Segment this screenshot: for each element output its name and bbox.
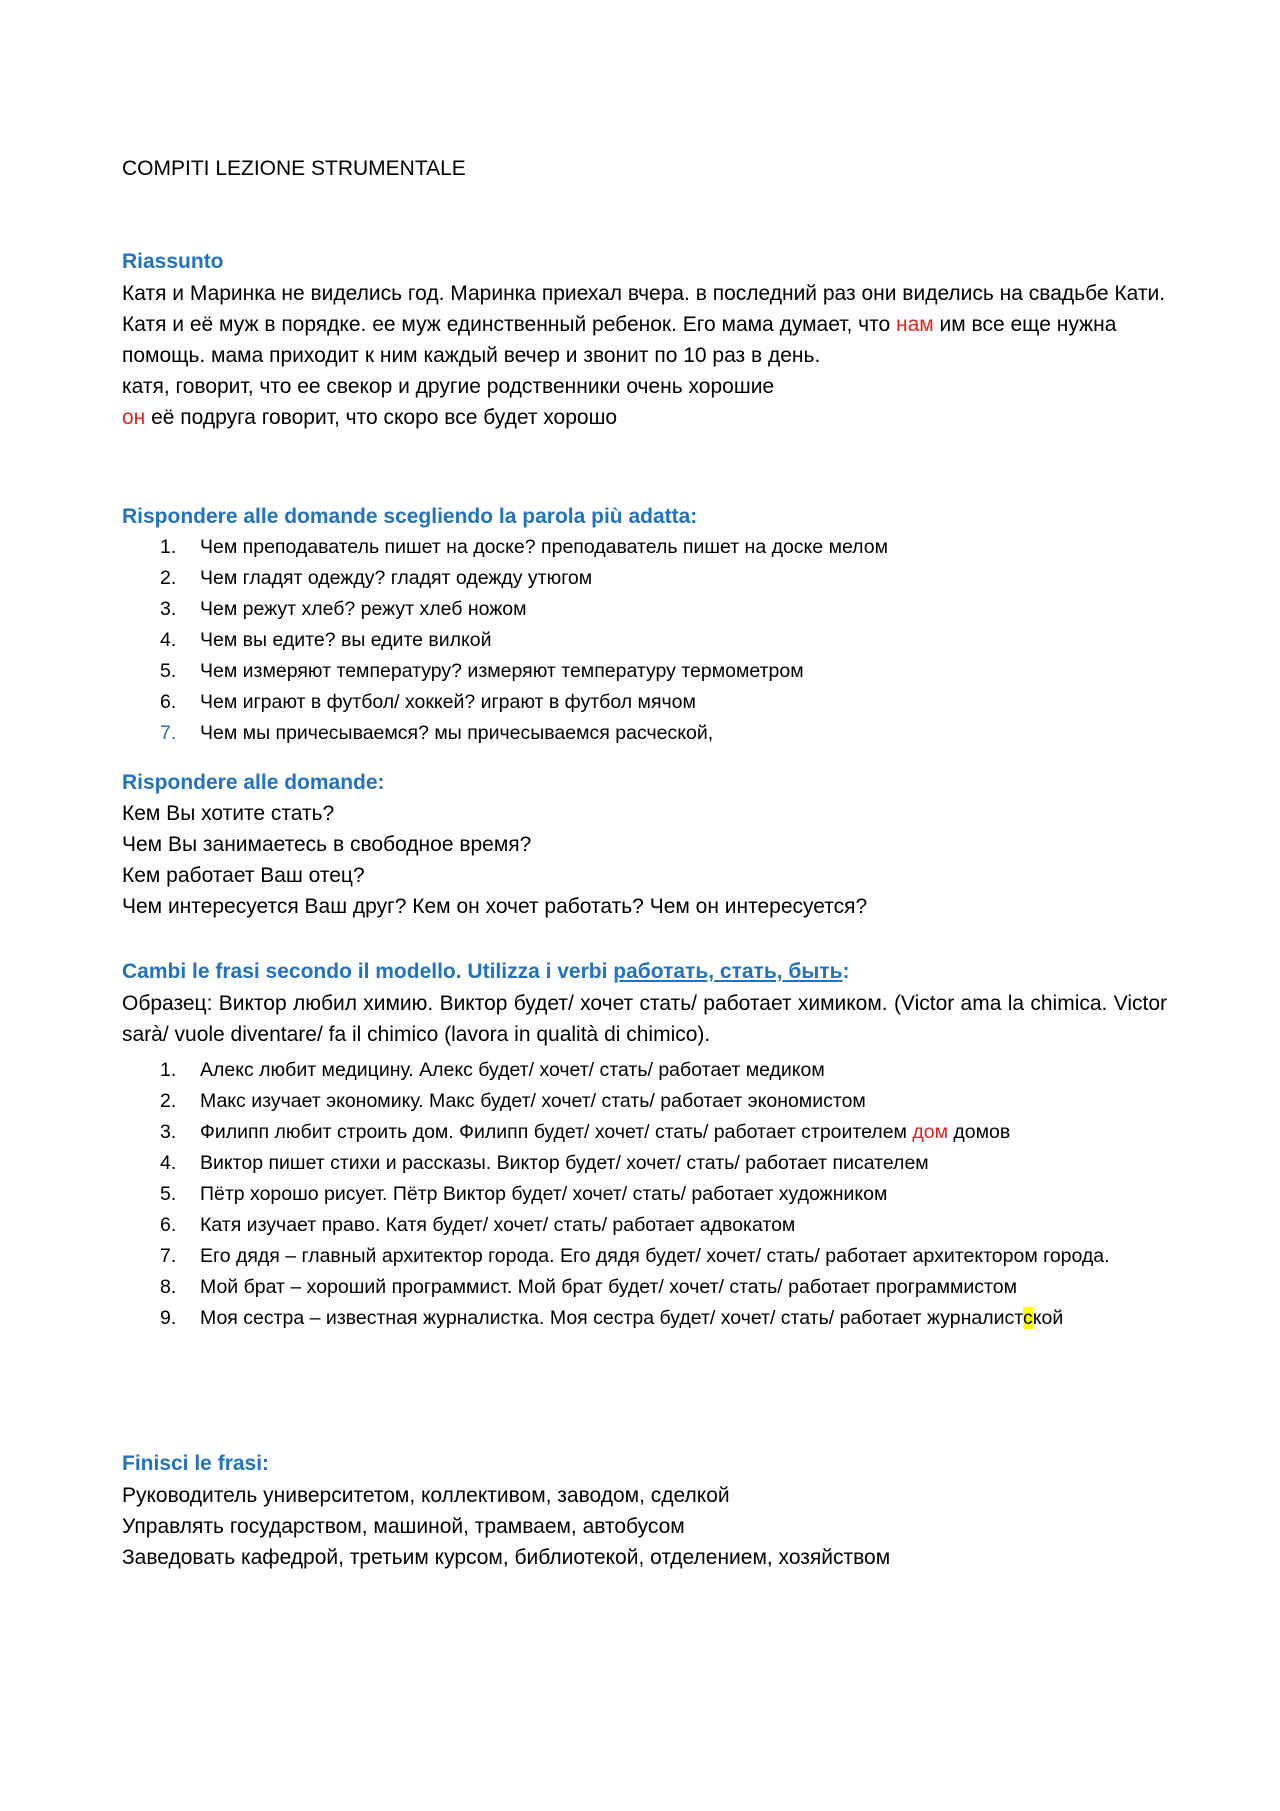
question-line: Кем работает Ваш отец? xyxy=(122,864,365,887)
section1-heading: Rispondere alle domande scegliendo la parola più adatta: xyxy=(122,505,698,528)
riassunto-line-3: катя, говорит, что ее свекор и другие родственники очень хорошие xyxy=(122,375,775,398)
list-item: 4. Чем вы едите? вы едите вилкой xyxy=(160,629,492,651)
list-item: 5. Чем измеряют температуру? измеряют температуру термометром xyxy=(160,660,804,682)
section3-example: Образец: Виктор любил химию. Виктор будет/ хочет стать/ работает химиком. (Victor ama la chimica. Victor sarà/ vuole diventare/ fa il chimico (lavora in qualità di chimico). xyxy=(122,992,1167,1046)
sentence-line: Управлять государством, машиной, трамваем, автобусом xyxy=(122,1515,685,1538)
list-item: 3. Филипп любит строить дом. Филипп будет/ хочет/ стать/ работает строителем дом домов xyxy=(160,1121,1011,1143)
question-line: Кем Вы хотите стать? xyxy=(122,802,335,825)
riassunto-line-4: он её подруга говорит, что скоро все будет хорошо xyxy=(122,406,618,429)
section1-list xyxy=(122,532,1167,749)
section4-heading: Finisci le frasi: xyxy=(122,1452,270,1475)
question-line: Чем Вы занимаетесь в свободное время? xyxy=(122,833,532,856)
document-title: COMPITI LEZIONE STRUMENTALE xyxy=(122,157,466,180)
list-item: 5. Пётр хорошо рисует. Пётр Виктор будет/ хочет/ стать/ работает художником xyxy=(160,1183,888,1205)
sentence-line: Руководитель университетом, коллективом, заводом, сделкой xyxy=(122,1484,730,1507)
riassunto-line-1: Катя и Маринка не виделись год. Маринка приехал вчера. в последний раз они виделись на свадьбе Кати. xyxy=(122,282,1166,305)
question-line: Чем интересуется Ваш друг? Кем он хочет работать? Чем он интересуется? xyxy=(122,895,868,918)
section3-heading: Cambi le frasi secondo il modello. Utilizza i verbi работать, стать, быть: xyxy=(122,960,850,983)
list-item: 7. Чем мы причесываемся? мы причесываемся расческой, xyxy=(160,722,714,744)
riassunto-line-2: Катя и её муж в порядке. ее муж единственный ребенок. Его мама думает, что нам им все еще нужна помощь. мама приходит к ним каждый вечер и звонит по 10 раз в день. xyxy=(122,313,1117,367)
list-item: 8. Мой брат – хороший программист. Мой брат будет/ хочет/ стать/ работает программистом xyxy=(160,1276,1017,1298)
section3-list xyxy=(122,1055,1167,1334)
list-item: 7. Его дядя – главный архитектор города. Его дядя будет/ хочет/ стать/ работает архитектором города. xyxy=(160,1245,1110,1267)
sentence-line: Заведовать кафедрой, третьим курсом, библиотекой, отделением, хозяйством xyxy=(122,1546,891,1569)
list-item: 2. Чем гладят одежду? гладят одежду утюгом xyxy=(160,567,593,589)
red-correction: дом xyxy=(912,1121,948,1143)
riassunto-heading: Riassunto xyxy=(122,250,224,273)
verbs-link[interactable]: работать, стать, быть xyxy=(613,960,843,983)
list-item: 6. Катя изучает право. Катя будет/ хочет/ стать/ работает адвокатом xyxy=(160,1214,796,1236)
list-item: 1. Алекс любит медицину. Алекс будет/ хочет/ стать/ работает медиком xyxy=(160,1059,825,1081)
red-correction: нам xyxy=(896,313,934,336)
section4-lines xyxy=(122,1480,1167,1573)
red-correction: он xyxy=(122,406,146,429)
section2-questions xyxy=(122,798,1167,922)
list-item: 1. Чем преподаватель пишет на доске? преподаватель пишет на доске мелом xyxy=(160,536,889,558)
highlighted-letter: с xyxy=(1022,1307,1033,1329)
riassunto-paragraph xyxy=(122,278,1167,433)
list-item: 4. Виктор пишет стихи и рассказы. Виктор будет/ хочет/ стать/ работает писателем xyxy=(160,1152,929,1174)
section2-heading: Rispondere alle domande: xyxy=(122,771,385,794)
list-item: 6. Чем играют в футбол/ хоккей? играют в футбол мячом xyxy=(160,691,696,713)
list-item: 9. Моя сестра – известная журналистка. Моя сестра будет/ хочет/ стать/ работает журналистской xyxy=(160,1307,1064,1329)
list-item: 2. Макс изучает экономику. Макс будет/ хочет/ стать/ работает экономистом xyxy=(160,1090,866,1112)
list-item: 3. Чем режут хлеб? режут хлеб ножом xyxy=(160,598,527,620)
